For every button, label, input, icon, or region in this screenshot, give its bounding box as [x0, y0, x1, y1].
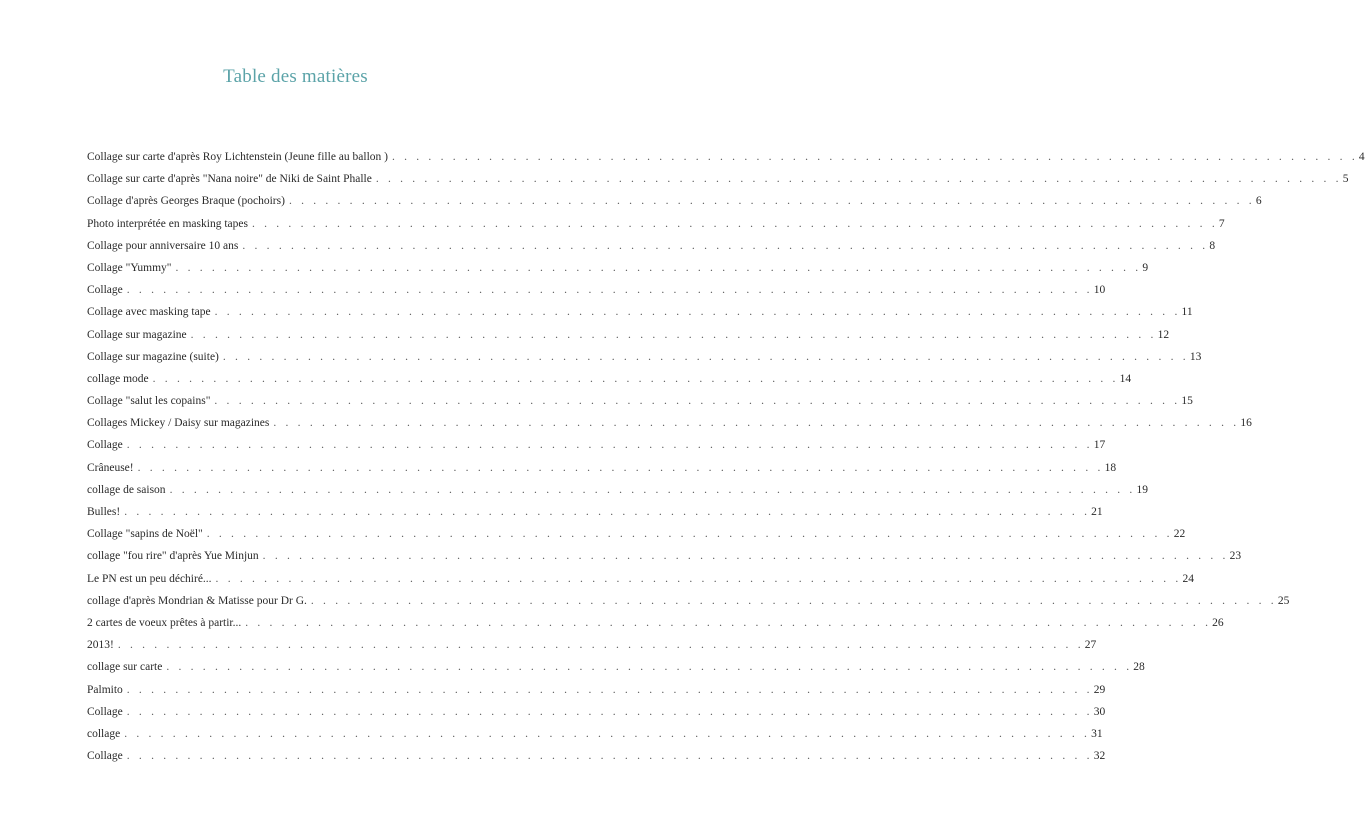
toc-entry-label: Photo interprétée en masking tapes [87, 217, 248, 230]
toc-dot-leader: . . . . . . . . . . . . . . . . . . . . . . . . . . . . . . . . . . . . . . . . . . . . . . . . . . . . . . . . . . . . . . . . . . . . . . . . . . . . . . . . [310, 594, 1277, 607]
toc-dot-leader: . . . . . . . . . . . . . . . . . . . . . . . . . . . . . . . . . . . . . . . . . . . . . . . . . . . . . . . . . . . . . . . . . . . . . . . . . . . . . . . . [124, 506, 1091, 518]
toc-entry[interactable] [87, 168, 1349, 190]
toc-entry-label: Crâneuse! [87, 461, 134, 474]
toc-entry[interactable] [87, 301, 1193, 323]
toc-list [87, 146, 1365, 767]
toc-entry[interactable] [87, 412, 1252, 434]
toc-entry-label: Palmito [87, 683, 123, 696]
toc-entry-page-number: 18 [1104, 461, 1117, 474]
toc-entry[interactable] [87, 568, 1194, 590]
toc-dot-leader: . . . . . . . . . . . . . . . . . . . . . . . . . . . . . . . . . . . . . . . . . . . . . . . . . . . . . . . . . . . . . . . . . . . . . . . . . . . . . . . . [190, 328, 1157, 341]
toc-entry-label: Le PN est un peu déchiré... [87, 572, 212, 585]
toc-entry[interactable] [87, 235, 1216, 257]
toc-entry-page-number: 9 [1142, 261, 1149, 274]
toc-entry-label: Collage sur magazine (suite) [87, 350, 219, 363]
toc-dot-leader: . . . . . . . . . . . . . . . . . . . . . . . . . . . . . . . . . . . . . . . . . . . . . . . . . . . . . . . . . . . . . . . . . . . . . . . . . . . . . . . . [273, 417, 1240, 430]
toc-entry-page-number: 8 [1209, 239, 1216, 252]
toc-entry-label: Collage pour anniversaire 10 ans [87, 239, 239, 252]
toc-entry[interactable] [87, 723, 1103, 745]
toc-entry[interactable] [87, 390, 1193, 412]
toc-entry[interactable] [87, 745, 1106, 767]
toc-entry[interactable] [87, 257, 1149, 279]
toc-entry[interactable] [87, 634, 1097, 656]
toc-entry[interactable] [87, 346, 1202, 368]
toc-dot-leader: . . . . . . . . . . . . . . . . . . . . . . . . . . . . . . . . . . . . . . . . . . . . . . . . . . . . . . . . . . . . . . . . . . . . . . . . . . . . . . . . [288, 195, 1255, 208]
toc-entry-label: Collage [87, 750, 123, 763]
toc-entry-page-number: 10 [1093, 284, 1106, 297]
toc-entry[interactable] [87, 190, 1262, 212]
toc-entry-page-number: 6 [1255, 195, 1262, 208]
toc-dot-leader: . . . . . . . . . . . . . . . . . . . . . . . . . . . . . . . . . . . . . . . . . . . . . . . . . . . . . . . . . . . . . . . . . . . . . . . . . . . . . . . . [215, 572, 1182, 585]
toc-dot-leader: . . . . . . . . . . . . . . . . . . . . . . . . . . . . . . . . . . . . . . . . . . . . . . . . . . . . . . . . . . . . . . . . . . . . . . . . . . . . . . . . [169, 483, 1136, 496]
toc-entry-page-number: 16 [1240, 417, 1252, 430]
toc-entry-page-number: 14 [1119, 372, 1132, 385]
page-title: Table des matières [223, 66, 368, 87]
toc-entry-page-number: 29 [1093, 683, 1106, 696]
toc-dot-leader: . . . . . . . . . . . . . . . . . . . . . . . . . . . . . . . . . . . . . . . . . . . . . . . . . . . . . . . . . . . . . . . . . . . . . . . . . . . . . . . . [126, 284, 1093, 297]
toc-dot-leader: . . . . . . . . . . . . . . . . . . . . . . . . . . . . . . . . . . . . . . . . . . . . . . . . . . . . . . . . . . . . . . . . . . . . . . . . . . . . . . . . [175, 261, 1142, 274]
toc-entry-page-number: 19 [1136, 483, 1148, 496]
toc-entry-label: collage mode [87, 372, 149, 385]
toc-entry-page-number: 11 [1181, 306, 1193, 319]
toc-entry[interactable] [87, 279, 1106, 301]
toc-entry-page-number: 22 [1173, 528, 1186, 541]
toc-dot-leader: . . . . . . . . . . . . . . . . . . . . . . . . . . . . . . . . . . . . . . . . . . . . . . . . . . . . . . . . . . . . . . . . . . . . . . . . . . . . . . . . [375, 173, 1342, 186]
toc-entry-label: Collage "salut les copains" [87, 395, 211, 408]
toc-entry-page-number: 4 [1358, 151, 1365, 163]
toc-entry-page-number: 12 [1157, 328, 1170, 341]
toc-entry[interactable] [87, 213, 1225, 235]
toc-entry-page-number: 15 [1181, 395, 1193, 408]
toc-entry[interactable] [87, 545, 1242, 567]
toc-dot-leader: . . . . . . . . . . . . . . . . . . . . . . . . . . . . . . . . . . . . . . . . . . . . . . . . . . . . . . . . . . . . . . . . . . . . . . . . . . . . . . . . [262, 550, 1229, 563]
toc-entry-label: Collage "Yummy" [87, 261, 172, 274]
toc-dot-leader: . . . . . . . . . . . . . . . . . . . . . . . . . . . . . . . . . . . . . . . . . . . . . . . . . . . . . . . . . . . . . . . . . . . . . . . . . . . . . . . . [126, 439, 1093, 452]
toc-dot-leader: . . . . . . . . . . . . . . . . . . . . . . . . . . . . . . . . . . . . . . . . . . . . . . . . . . . . . . . . . . . . . . . . . . . . . . . . . . . . . . . . [126, 750, 1093, 763]
toc-entry-page-number: 31 [1091, 727, 1103, 740]
toc-entry-label: 2013! [87, 639, 114, 652]
toc-entry[interactable] [87, 656, 1145, 678]
toc-entry-page-number: 21 [1091, 506, 1103, 518]
toc-dot-leader: . . . . . . . . . . . . . . . . . . . . . . . . . . . . . . . . . . . . . . . . . . . . . . . . . . . . . . . . . . . . . . . . . . . . . . . . . . . . . . . . [214, 395, 1181, 408]
toc-entry-page-number: 5 [1342, 173, 1349, 186]
toc-entry-page-number: 32 [1093, 750, 1106, 763]
toc-dot-leader: . . . . . . . . . . . . . . . . . . . . . . . . . . . . . . . . . . . . . . . . . . . . . . . . . . . . . . . . . . . . . . . . . . . . . . . . . . . . . . . . [206, 528, 1173, 541]
toc-entry[interactable] [87, 590, 1290, 612]
toc-dot-leader: . . . . . . . . . . . . . . . . . . . . . . . . . . . . . . . . . . . . . . . . . . . . . . . . . . . . . . . . . . . . . . . . . . . . . . . . . . . . . . . . [251, 217, 1218, 230]
toc-entry[interactable] [87, 612, 1224, 634]
toc-entry[interactable] [87, 324, 1170, 346]
toc-dot-leader: . . . . . . . . . . . . . . . . . . . . . . . . . . . . . . . . . . . . . . . . . . . . . . . . . . . . . . . . . . . . . . . . . . . . . . . . . . . . . . . . [126, 683, 1093, 696]
toc-entry-page-number: 30 [1093, 705, 1106, 718]
toc-entry-label: collage de saison [87, 483, 166, 496]
toc-entry-label: Collage avec masking tape [87, 306, 211, 319]
toc-entry-page-number: 26 [1212, 616, 1224, 629]
toc-dot-leader: . . . . . . . . . . . . . . . . . . . . . . . . . . . . . . . . . . . . . . . . . . . . . . . . . . . . . . . . . . . . . . . . . . . . . . . . . . . . . . . . [126, 705, 1093, 718]
toc-entry-label: Collage [87, 705, 123, 718]
toc-entry[interactable] [87, 457, 1117, 479]
toc-entry-page-number: 13 [1189, 350, 1202, 363]
toc-dot-leader: . . . . . . . . . . . . . . . . . . . . . . . . . . . . . . . . . . . . . . . . . . . . . . . . . . . . . . . . . . . . . . . . . . . . . . . . . . . . . . . . [242, 239, 1209, 252]
toc-entry[interactable] [87, 146, 1365, 168]
toc-entry-label: Collages Mickey / Daisy sur magazines [87, 417, 270, 430]
toc-entry-label: collage sur carte [87, 661, 163, 674]
toc-dot-leader: . . . . . . . . . . . . . . . . . . . . . . . . . . . . . . . . . . . . . . . . . . . . . . . . . . . . . . . . . . . . . . . . . . . . . . . . . . . . . . . . [391, 151, 1358, 163]
toc-entry-label: 2 cartes de voeux prêtes à partir... [87, 616, 242, 629]
toc-entry-page-number: 25 [1277, 594, 1290, 607]
toc-dot-leader: . . . . . . . . . . . . . . . . . . . . . . . . . . . . . . . . . . . . . . . . . . . . . . . . . . . . . . . . . . . . . . . . . . . . . . . . . . . . . . . . [222, 350, 1189, 363]
toc-dot-leader: . . . . . . . . . . . . . . . . . . . . . . . . . . . . . . . . . . . . . . . . . . . . . . . . . . . . . . . . . . . . . . . . . . . . . . . . . . . . . . . . [152, 372, 1119, 385]
toc-entry[interactable] [87, 523, 1186, 545]
toc-entry-page-number: 24 [1182, 572, 1194, 585]
toc-entry-page-number: 7 [1218, 217, 1225, 230]
toc-entry-label: collage "fou rire" d'après Yue Minjun [87, 550, 259, 563]
toc-entry-label: Collage sur carte d'après Roy Lichtenstein (Jeune fille au ballon ) [87, 151, 388, 163]
toc-entry-page-number: 17 [1093, 439, 1106, 452]
toc-dot-leader: . . . . . . . . . . . . . . . . . . . . . . . . . . . . . . . . . . . . . . . . . . . . . . . . . . . . . . . . . . . . . . . . . . . . . . . . . . . . . . . . [117, 639, 1084, 652]
toc-dot-leader: . . . . . . . . . . . . . . . . . . . . . . . . . . . . . . . . . . . . . . . . . . . . . . . . . . . . . . . . . . . . . . . . . . . . . . . . . . . . . . . . [124, 727, 1091, 740]
toc-entry-label: Collage [87, 284, 123, 297]
toc-entry-page-number: 28 [1133, 661, 1145, 674]
toc-dot-leader: . . . . . . . . . . . . . . . . . . . . . . . . . . . . . . . . . . . . . . . . . . . . . . . . . . . . . . . . . . . . . . . . . . . . . . . . . . . . . . . . [214, 306, 1181, 319]
toc-dot-leader: . . . . . . . . . . . . . . . . . . . . . . . . . . . . . . . . . . . . . . . . . . . . . . . . . . . . . . . . . . . . . . . . . . . . . . . . . . . . . . . . [166, 661, 1133, 674]
toc-entry[interactable] [87, 434, 1106, 456]
toc-entry[interactable] [87, 501, 1103, 523]
toc-dot-leader: . . . . . . . . . . . . . . . . . . . . . . . . . . . . . . . . . . . . . . . . . . . . . . . . . . . . . . . . . . . . . . . . . . . . . . . . . . . . . . . . [137, 461, 1104, 474]
toc-entry[interactable] [87, 368, 1132, 390]
toc-entry-label: Collage sur carte d'après "Nana noire" de Niki de Saint Phalle [87, 173, 372, 186]
toc-entry-label: Collage "sapins de Noël" [87, 528, 203, 541]
toc-entry-page-number: 23 [1229, 550, 1242, 563]
toc-entry-label: collage d'après Mondrian & Matisse pour Dr G. [87, 594, 307, 607]
toc-entry-label: Collage sur magazine [87, 328, 187, 341]
toc-entry-label: collage [87, 727, 121, 740]
toc-entry-label: Bulles! [87, 506, 121, 518]
toc-entry-label: Collage [87, 439, 123, 452]
toc-entry[interactable] [87, 479, 1148, 501]
toc-entry-page-number: 27 [1084, 639, 1097, 652]
toc-entry[interactable] [87, 701, 1106, 723]
toc-entry[interactable] [87, 679, 1106, 701]
toc-entry-label: Collage d'après Georges Braque (pochoirs) [87, 195, 285, 208]
toc-dot-leader: . . . . . . . . . . . . . . . . . . . . . . . . . . . . . . . . . . . . . . . . . . . . . . . . . . . . . . . . . . . . . . . . . . . . . . . . . . . . . . . . [245, 616, 1212, 629]
